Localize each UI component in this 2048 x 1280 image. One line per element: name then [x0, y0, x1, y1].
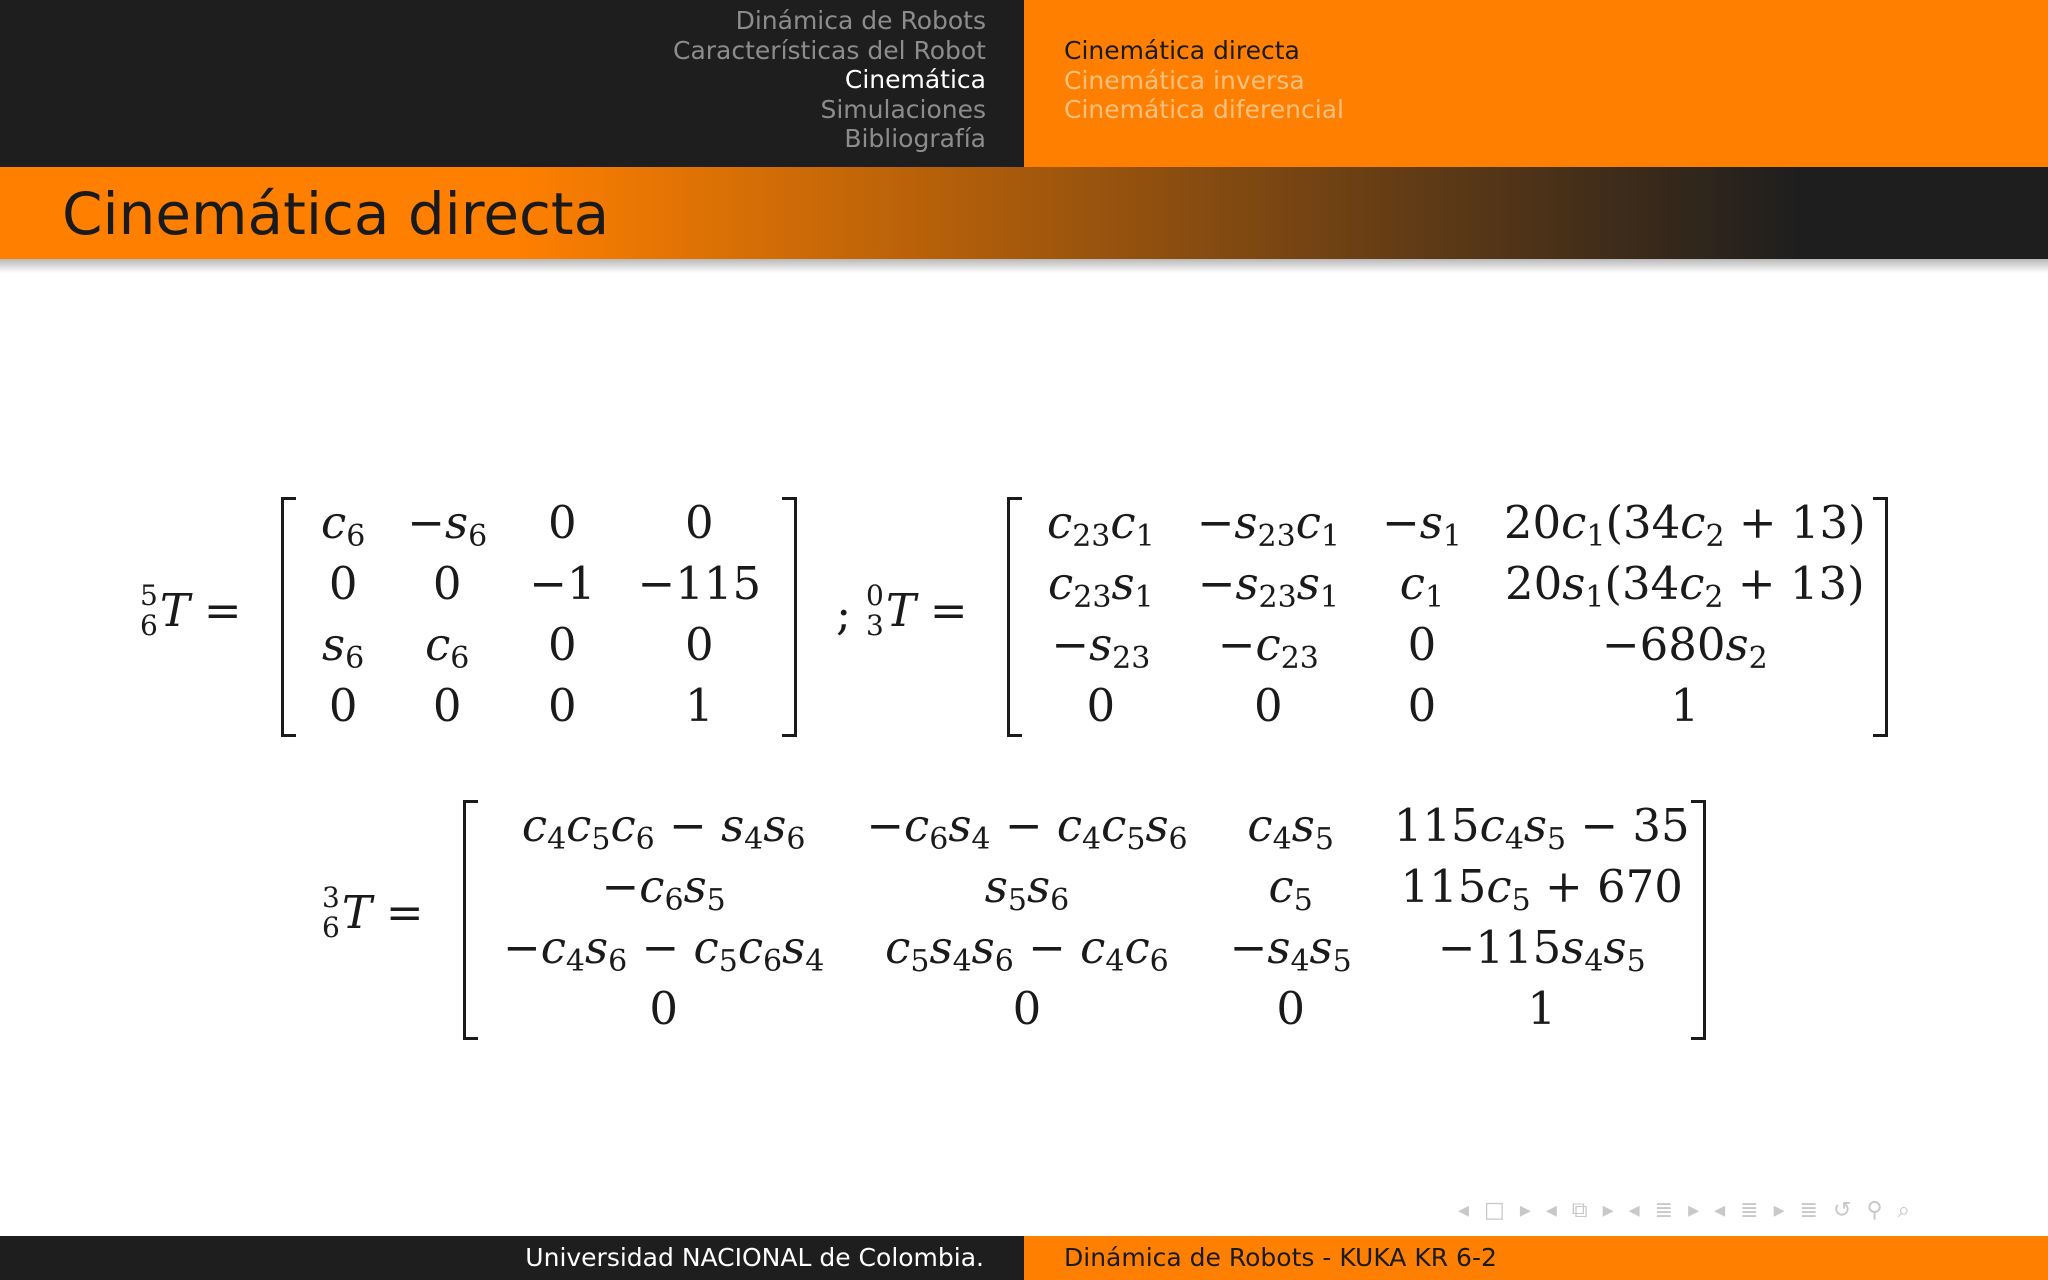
section-link-simulaciones[interactable]: Simulaciones — [820, 94, 986, 124]
subsection-link-cinematica-directa[interactable]: Cinemática directa — [1064, 36, 1300, 65]
equals-sign: = — [385, 886, 424, 939]
matrix-bracket-right — [1873, 497, 1888, 737]
transform-symbol: T — [341, 886, 372, 939]
matrix-row: $c_{23}s_1$ $-s_{23}s_1$ $c_1$ $20s_1(34c_2 + 13)$ — [1048, 557, 1865, 615]
matrix-bracket-left — [463, 800, 478, 1040]
frame-title: Cinemática directa — [62, 180, 610, 248]
section-link-cinematica[interactable]: Cinemática — [844, 65, 986, 94]
equals-sign: = — [929, 584, 968, 637]
matrix-row: $c_6$ $-s_6$ 0 0 — [321, 496, 714, 554]
footer-institution-text: Universidad NACIONAL de Colombia. — [525, 1243, 984, 1272]
matrix-row: $-c_4s_6 - c_5c_6s_4$ $c_5s_4s_6 - c_4c_6$ $-s_4s_5$ $-115s_4s_5$ — [503, 921, 1646, 979]
section-link-dinamica-de-robots[interactable]: Dinámica de Robots — [735, 6, 986, 35]
transform-lhs-0-3 — [866, 580, 968, 641]
section-link-bibliografia[interactable]: Bibliografía — [844, 124, 986, 153]
matrix-row: $s_6$ $c_6$ 0 0 — [322, 618, 714, 676]
matrix-row: 0 0 0 1 — [649, 982, 1557, 1035]
matrix-t56 — [300, 492, 782, 736]
equals-sign: = — [203, 584, 242, 637]
matrix-row: 0 0 −1 −115 — [328, 557, 762, 610]
subsection-link-cinematica-inversa[interactable]: Cinemática inversa — [1064, 65, 1305, 95]
footer-institution — [0, 1236, 1024, 1280]
frame-indices: 3 6 — [322, 880, 340, 944]
matrix-bracket-right — [782, 497, 797, 737]
equation-separator: ; — [836, 587, 852, 640]
footer-title-text: Dinámica de Robots - KUKA KR 6-2 — [1064, 1243, 1497, 1272]
transform-lhs-5-6 — [140, 580, 242, 641]
section-link-caracteristicas[interactable]: Características del Robot — [673, 35, 986, 65]
footer-presentation-title — [1024, 1236, 2048, 1280]
transform-symbol: T — [885, 584, 916, 637]
matrix-row: $c_4c_5c_6 - s_4s_6$ $-c_6s_4 - c_4c_5s_6$ $c_4s_5$ $115c_4s_5 - 35$ — [521, 799, 1690, 857]
navigation-symbols[interactable]: ◂ □ ▸ ◂ ⧉ ▸ ◂ ≣ ▸ ◂ ≣ ▸ ≣ ↺ ⚲ ⌕ — [1458, 1198, 1914, 1223]
transform-symbol: T — [159, 584, 190, 637]
frame-indices: 5 6 — [140, 578, 158, 642]
matrix-row: $-c_6s_5$ $s_5s_6$ $c_5$ $115c_5 + 670$ — [601, 860, 1683, 918]
matrix-row: $-s_{23}$ $-c_{23}$ 0 $-680s_2$ — [1051, 618, 1768, 676]
matrix-bracket-right — [1691, 800, 1706, 1040]
matrix-t36 — [482, 795, 1711, 1039]
matrix-row: 0 0 0 1 — [1086, 679, 1700, 732]
matrix-row: 0 0 0 1 — [328, 679, 714, 732]
matrix-bracket-left — [281, 497, 296, 737]
subsection-link-cinematica-diferencial[interactable]: Cinemática diferencial — [1064, 95, 1344, 124]
frame-indices: 0 3 — [866, 578, 884, 642]
matrix-row: $c_{23}c_1$ $-s_{23}c_1$ $-s_1$ $20c_1(34c_2 + 13)$ — [1047, 496, 1866, 554]
matrix-bracket-left — [1007, 497, 1022, 737]
matrix-t03 — [1026, 492, 1887, 736]
transform-lhs-3-6 — [322, 882, 424, 943]
